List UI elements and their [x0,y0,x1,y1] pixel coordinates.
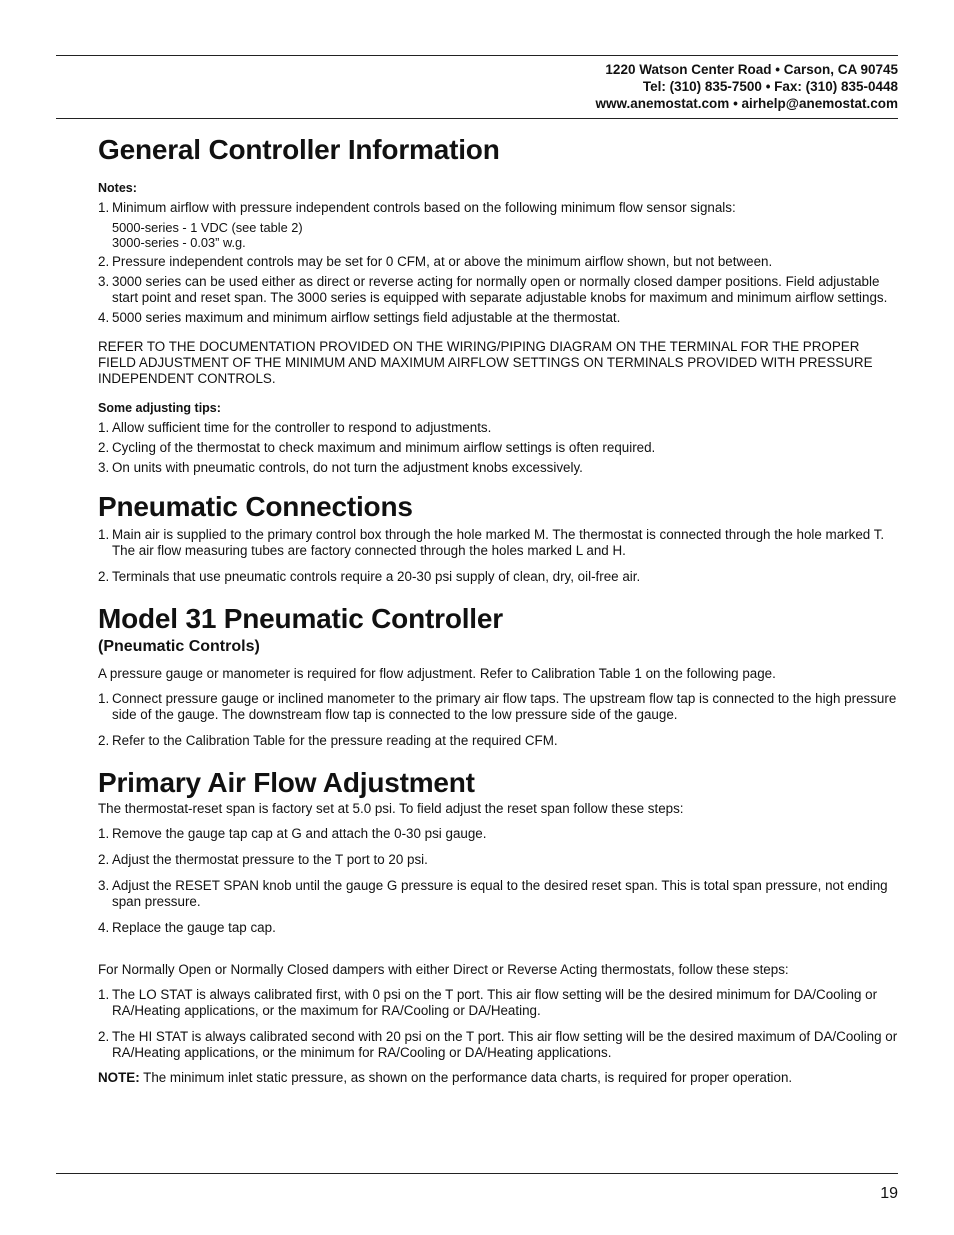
notes-label: Notes: [98,181,137,195]
item-number: 1. [98,200,110,215]
item-text: Terminals that use pneumatic controls require a 20-30 psi supply of clean, dry, oil-free air. [112,569,641,584]
model31-list [98,691,898,749]
list-item [98,200,898,216]
list-item [98,310,898,326]
item-text: Refer to the Calibration Table for the pressure reading at the required CFM. [112,733,558,748]
item-number: 1. [98,987,110,1002]
list-item [98,878,898,910]
page-content [98,133,898,1086]
item-text: Adjust the RESET SPAN knob until the gauge G pressure is equal to the desired reset span. This is total span pressure, not ending span pressure. [112,878,888,909]
item-text: 3000 series can be used either as direct or reverse acting for normally open or normally closed damper positions. Field adjustable start point and reset span. The 3000 series is equipped with separate adjustable knobs for maximum and minimum airflow settings. [112,274,888,305]
item-text: The LO STAT is always calibrated first, with 0 psi on the T port. This air flow setting will be the desired minimum for DA/Cooling or RA/Heating applications, or the maximum for RA/Cooling or DA/Heating. [112,987,878,1018]
list-item [98,691,898,723]
notes-list [98,200,898,216]
item-number: 4. [98,920,110,935]
item-number: 2. [98,440,110,455]
item-text: Replace the gauge tap cap. [112,920,276,935]
item-text: Adjust the thermostat pressure to the T port to 20 psi. [112,852,428,867]
item-number: 1. [98,691,110,706]
item-text: 5000 series maximum and minimum airflow settings field adjustable at the thermostat. [112,310,621,325]
item-number: 1. [98,527,110,542]
item-number: 1. [98,420,110,435]
list-item [98,1029,898,1061]
model31-subtitle: (Pneumatic Controls) [98,638,260,655]
item-number: 2. [98,254,110,269]
tips-label: Some adjusting tips: [98,401,221,415]
item-number: 3. [98,460,110,475]
note-label: NOTE: [98,1070,140,1085]
page-number: 19 [880,1185,898,1202]
list-item [98,440,898,456]
item-number: 2. [98,733,110,748]
item-text: Minimum airflow with pressure independent controls based on the following minimum flow sensor signals: [112,200,736,215]
item-number: 2. [98,852,110,867]
item-text: Pressure independent controls may be set for 0 CFM, at or above the minimum airflow shown, but not between. [112,254,773,269]
item-text: Connect pressure gauge or inclined manometer to the primary air flow taps. The upstream flow tap is connected to the high pressure side of the gauge. The downstream flow tap is connected to the low pressure side of the gauge. [112,691,897,722]
contact-block [596,61,898,112]
item-number: 3. [98,878,110,893]
top-rule [56,55,898,56]
item-text: Main air is supplied to the primary control box through the hole marked M. The thermostat is connected through the hole marked T. The air flow measuring tubes are factory connected through the holes marked L and H. [112,527,885,558]
list-item [98,920,898,936]
list-item [98,420,898,436]
item-number: 2. [98,569,110,584]
primary-intro2: For Normally Open or Normally Closed dampers with either Direct or Reverse Acting thermostats, follow these steps: [98,962,789,977]
primary-steps2 [98,987,898,1061]
item-text: Remove the gauge tap cap at G and attach the 0-30 psi gauge. [112,826,487,841]
pneumatic-title: Pneumatic Connections [98,491,413,522]
item-number: 3. [98,274,110,289]
list-item [98,852,898,868]
address-line: 1220 Watson Center Road • Carson, CA 90745 [605,62,898,77]
list-item [98,460,898,476]
sensor-signal-list [98,220,898,250]
item-number: 1. [98,826,110,841]
primary-title: Primary Air Flow Adjustment [98,767,475,798]
list-item [98,987,898,1019]
item-number: 2. [98,1029,110,1044]
phone-line: Tel: (310) 835-7500 • Fax: (310) 835-0448 [642,79,898,94]
tips-list [98,420,898,476]
list-item [98,733,898,749]
pneumatic-list [98,527,898,585]
item-text: The HI STAT is always calibrated second with 20 psi on the T port. This air flow setting will be the desired maximum of DA/Cooling or RA/Heating applications, or the minimum for RA/Cooling or DA/Heating applications. [112,1029,898,1060]
web-line: www.anemostat.com • airhelp@anemostat.com [595,96,898,111]
list-item [98,527,898,559]
model31-intro: A pressure gauge or manometer is required for flow adjustment. Refer to Calibration Table 1 on the following page. [98,666,776,681]
refer-paragraph: REFER TO THE DOCUMENTATION PROVIDED ON THE WIRING/PIPING DIAGRAM ON THE TERMINAL FOR THE PROPER FIELD ADJUSTMENT OF THE MINIMUM AND MAXIMUM AIRFLOW SETTINGS ON TERMINALS PROVIDED WITH PRESSURE INDEPENDENT CONTROLS. [98,339,873,386]
list-item [98,254,898,270]
notes-list-cont [98,254,898,326]
primary-intro: The thermostat-reset span is factory set at 5.0 psi. To field adjust the reset span follow these steps: [98,801,684,816]
list-item [98,826,898,842]
list-item [98,274,898,306]
item-text: On units with pneumatic controls, do not turn the adjustment knobs excessively. [112,460,583,475]
footer-rule [56,1173,898,1174]
model31-title: Model 31 Pneumatic Controller [98,603,503,634]
sub-line: 3000-series - 0.03” w.g. [112,235,246,250]
primary-steps [98,826,898,936]
general-title: General Controller Information [98,134,500,165]
item-number: 4. [98,310,110,325]
primary-note [98,1070,898,1086]
note-text: The minimum inlet static pressure, as shown on the performance data charts, is required for proper operation. [139,1070,793,1085]
item-text: Cycling of the thermostat to check maximum and minimum airflow settings is often required. [112,440,656,455]
item-text: Allow sufficient time for the controller to respond to adjustments. [112,420,492,435]
sub-line: 5000-series - 1 VDC (see table 2) [112,220,303,235]
header-rule [56,118,898,119]
list-item [98,569,898,585]
